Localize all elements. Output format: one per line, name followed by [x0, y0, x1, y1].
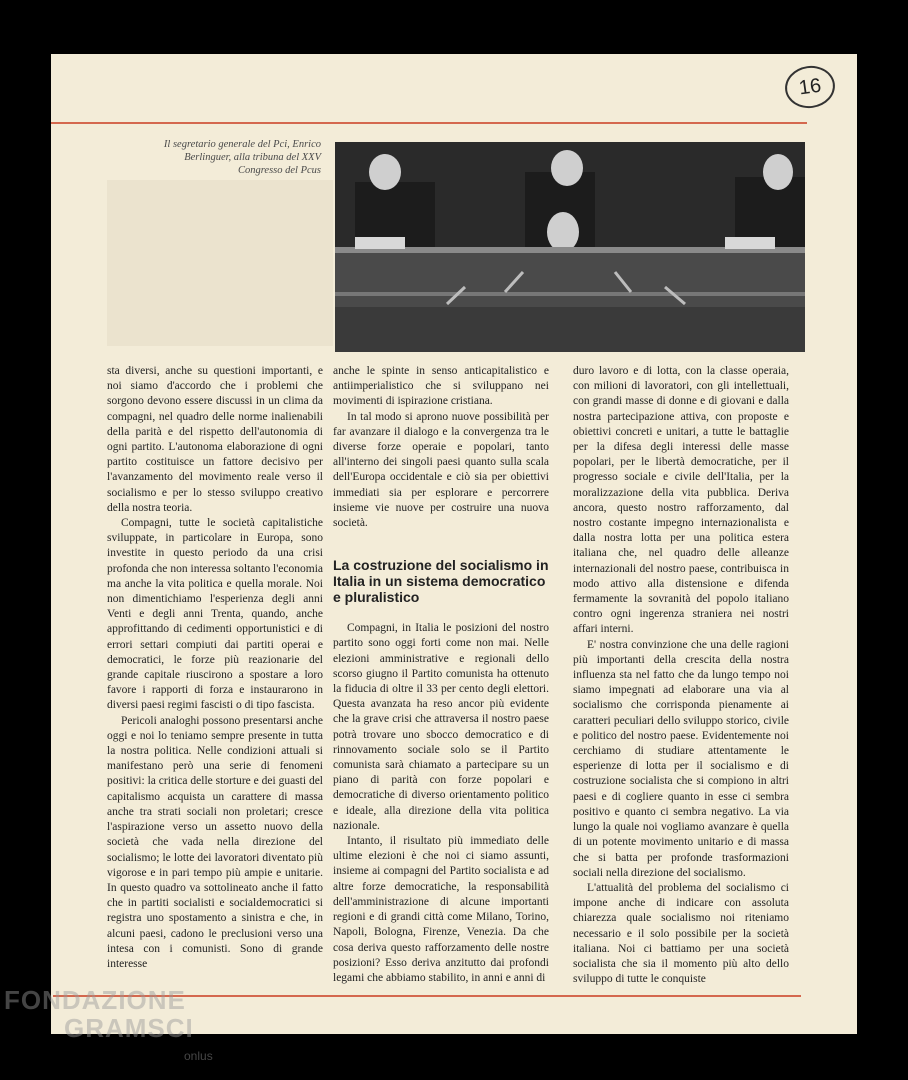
paragraph: duro lavoro e di lotta, con la classe operaia, con milioni di lavoratori, con gli intellettuali, con grandi masse di donne e di giovani e dalla nostra partecipazione attiva, con proposte e obiettivi concreti e unitari, a tutte le battaglie per la difesa degli interessi delle masse popolari, per le libertà democratiche, per il progresso sociale e civile dell'Italia, per la moralizzazione della vita pubblica. Deriva ancora, questo nostro rafforzamento, dal nostro costante impegno internazionalista e dalla nostra lotta per una politica estera italiana che, nel quadro delle alleanze internazionali del nostro paese, contribuisca in modo attivo alla distensione e difenda fermamente la sovranità del popolo italiano contro ogni ingerenza straniera nei nostri affari interni.	[573, 365, 789, 636]
paragraph: anche le spinte in senso anticapitalistico e antiimperialistico che si sviluppano nei movimenti di ispirazione cristiana.	[333, 365, 549, 408]
paragraph: sta diversi, anche su questioni importanti, e noi siamo d'accordo che i problemi che sorgono devono essere discussi in un clima da compagni, nel quadro delle norme inalienabili della parità e del rispetto dell'autonomia di ogni partito. L'autonoma elaborazione di ogni partito costituisce un fattore decisivo per l'avanzamento del movimento reale verso il socialismo e per lo stesso sviluppo creativo della nostra teoria.	[107, 365, 323, 514]
top-rule	[51, 122, 807, 124]
paragraph: Intanto, il risultato più immediato delle ultime elezioni è che noi ci siamo assunti, insieme ai compagni del Partito socialista e ad altre forze democratiche, la responsabilità dell'amministrazione di alcune importanti regioni e di grandi città come Milano, Torino, Napoli, Bologna, Firenze, Venezia. Da che cosa deriva questo rafforzamento delle nostre posizioni? Esso deriva anzitutto dai profondi legami che abbiamo stabilito, in anni e anni di	[333, 835, 549, 984]
watermark-line-3: onlus	[184, 1049, 213, 1063]
section-heading: La costruzione del socialismo in Italia in un sistema democratico e pluralistico	[333, 557, 549, 606]
paragraph: In tal modo si aprono nuove possibilità per far avanzare il dialogo e la convergenza tra le diverse forze operaie e popolari, tanto all'interno dei singoli paesi quanto sulla scala dell'Europa occidentale e ciò sia per obiettivi immediati sia per esplorare e percorrere insieme vie nuove per costruire una nuova società.	[333, 410, 549, 530]
watermark-line-2: GRAMSCI	[64, 1013, 194, 1043]
archive-watermark	[4, 985, 213, 1063]
congress-photo	[335, 142, 805, 352]
paragraph: L'attualità del problema del socialismo ci impone anche di indicare con assoluta chiarezza quale socialismo noi riteniamo necessario e il solo possibile per la società italiana. Noi ci battiamo per una società socialista che sia il momento più alto dello sviluppo di tutte le conquiste	[573, 881, 789, 986]
text-column-2	[333, 364, 549, 986]
paragraph: Compagni, in Italia le posizioni del nostro partito sono oggi forti come non mai. Nelle elezioni amministrative e regionali dello scorso giugno il Partito comunista ha ottenuto la fiducia di oltre il 33 per cento degli elettori. Questa avanzata ha reso ancor più evidente che la grave crisi che attraversa il nostro paese potrà trovare uno sbocco democratico e di rinnovamento sociale solo se il Partito comunista sarà chiamato a partecipare su un piano di parità con forze popolari e democratiche di diverso orientamento politico e ideale, alla direzione della vita politica nazionale.	[333, 622, 549, 832]
watermark-line-1: FONDAZIONE	[4, 985, 186, 1015]
photo-caption: Il segretario generale del Pci, Enrico Berlinguer, alla tribuna del XXV Congresso del Pcus	[163, 139, 321, 176]
paragraph: Compagni, tutte le società capitalistiche sviluppate, in particolare in Europa, sono investite in questo periodo da una crisi profonda che non interessa soltanto l'economia ma anche la vita politica e quella morale. Noi non dimentichiamo l'esperienza degli anni Venti e degli anni Trenta, quando, anche approfittando di cedimenti opportunistici e di errori settari compiuti dai partiti operai e democratici, le forze più reazionarie del grande capitale riuscirono a spostare a loro favore i rapporti di forza e instaurarono in diversi paesi regimi fascisti o di tipo fascista.	[107, 517, 323, 712]
faded-panel	[107, 180, 333, 346]
text-column-3	[573, 364, 789, 987]
paragraph: Pericoli analoghi possono presentarsi anche oggi e noi lo teniamo sempre presente in tutta la nostra politica. Nelle condizioni attuali si manifestano però una serie di fenomeni positivi: la critica delle storture e dei guasti del capitalismo acquista un carattere di massa anche tra strati sociali non proletari; cresce l'aspirazione verso un assetto nuovo della società che vada nella direzione del socialismo; le lotte dei lavoratori diventato più vigorose e in pari tempo più ampie e unitarie. In questo quadro va sottolineato anche il fatto che in partiti socialisti e socialdemocratici si registra uno spostamento a sinistra e che, in alcuni paesi, cadono le preclusioni verso una intesa con i comunisti. Sono di grande interesse	[107, 714, 323, 970]
paragraph: E' nostra convinzione che una delle ragioni più importanti della crescita della nostra influenza sta nel fatto che da lungo tempo noi siamo impegnati ad elaborare una via al socialismo che corrisponda pienamente ai caratteri peculiari dello sviluppo storico, civile e politico del nostro paese. Evidentemente noi cerchiamo di studiare attentamente le esperienze di lotta per il socialismo e di costruzione socialista che si compiono in altri paesi e di cogliere quanto in esse ci sembra positivo e quanto ci sembra negativo. La via lungo la quale noi vogliamo avanzare è quella di un potente movimento unitario e di massa che si batta per profonde trasformazioni sociali nella direzione del socialismo.	[573, 638, 789, 879]
text-column-1	[107, 364, 323, 972]
photo-congress-tribune-icon	[335, 142, 805, 352]
document-page	[51, 54, 857, 1034]
page-number-stamp: 16	[782, 63, 837, 112]
